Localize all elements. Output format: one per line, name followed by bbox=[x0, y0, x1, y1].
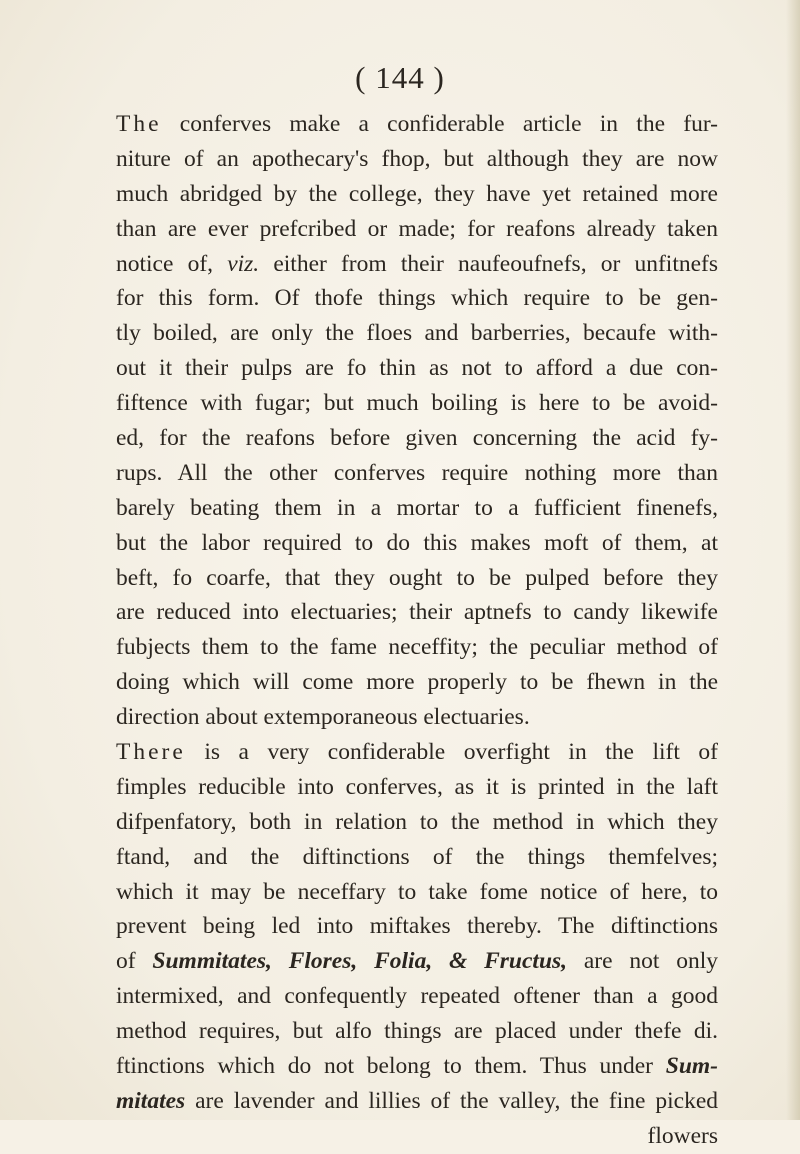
text-line bbox=[116, 735, 718, 770]
italic-term: mitates bbox=[116, 1087, 186, 1114]
text-line: niture of an apothecary's fhop, but although they are now bbox=[116, 145, 718, 172]
paragraph-lead-word: There bbox=[116, 739, 186, 766]
text-line: ed, for the reafons before given concerning the acid fy- bbox=[116, 425, 718, 452]
text-line: which it may be neceffary to take fome notice of here, to bbox=[116, 878, 718, 905]
text-line: difpenfatory, both in relation to the method in which they bbox=[116, 808, 718, 835]
text-line: direction about extemporaneous electuaries. bbox=[116, 704, 530, 731]
line-text: conferves make a confiderable article in the fur- bbox=[179, 111, 719, 137]
text-line bbox=[116, 107, 718, 142]
catchword: flowers bbox=[647, 1122, 718, 1149]
text-line: tly boiled, are only the floes and barberries, becaufe with- bbox=[116, 320, 718, 347]
line-text: is a very confiderable overfight in the lift of bbox=[204, 739, 718, 766]
text-line: for this form. Of thofe things which require to be gen- bbox=[116, 285, 718, 312]
text-line: than are ever prefcribed or made; for reafons already taken bbox=[116, 215, 718, 242]
text-line: rups. All the other conferves require nothing more than bbox=[116, 459, 718, 486]
text-line: prevent being led into miftakes thereby. The diftinctions bbox=[116, 913, 718, 940]
text-line: beft, fo coarfe, that they ought to be pulped before they bbox=[116, 564, 718, 591]
body-text bbox=[116, 107, 718, 1154]
page-number: ( 144 ) bbox=[355, 60, 445, 95]
paragraph-lead-word: The bbox=[116, 111, 162, 137]
text-line: fubjects them to the fame neceffity; the peculiar method of bbox=[116, 634, 718, 661]
line-text: either from their naufeoufnefs, or unfitnefs bbox=[273, 250, 718, 277]
text-line bbox=[116, 944, 718, 979]
text-line bbox=[116, 1084, 718, 1119]
text-line: barely beating them in a mortar to a fufficient finenefs, bbox=[116, 494, 718, 521]
page-edge-shadow bbox=[786, 0, 800, 1120]
line-text: are lavender and lillies of the valley, the fine picked bbox=[195, 1087, 719, 1114]
text-line: doing which will come more properly to be fhewn in the bbox=[116, 669, 718, 696]
line-text: ftinctions which do not belong to them. Thus under bbox=[116, 1053, 653, 1080]
italic-term: Sum- bbox=[665, 1053, 718, 1080]
line-text: of bbox=[116, 948, 136, 975]
text-line: fiftence with fugar; but much boiling is here to be avoid- bbox=[116, 390, 718, 417]
text-line: ftand, and the diftinctions of the things themfelves; bbox=[116, 843, 718, 870]
line-text: are not only bbox=[583, 948, 719, 975]
text-line: are reduced into electuaries; their aptnefs to candy likewife bbox=[116, 599, 718, 626]
text-line: intermixed, and confequently repeated oftener than a good bbox=[116, 983, 718, 1010]
text-line: out it their pulps are fo thin as not to afford a due con- bbox=[116, 355, 718, 382]
italic-term: viz. bbox=[227, 250, 260, 277]
italic-term: Summitates, Flores, Folia, & Fructus, bbox=[152, 948, 568, 975]
line-text: notice of, bbox=[116, 250, 214, 277]
text-line bbox=[116, 1049, 718, 1084]
text-line: fimples reducible into conferves, as it is printed in the laft bbox=[116, 773, 718, 800]
text-line: much abridged by the college, they have yet retained more bbox=[116, 180, 718, 207]
text-line bbox=[116, 247, 718, 282]
text-line: but the labor required to do this makes moft of them, at bbox=[116, 529, 718, 556]
text-line: method requires, but alfo things are placed under thefe di. bbox=[116, 1018, 718, 1045]
